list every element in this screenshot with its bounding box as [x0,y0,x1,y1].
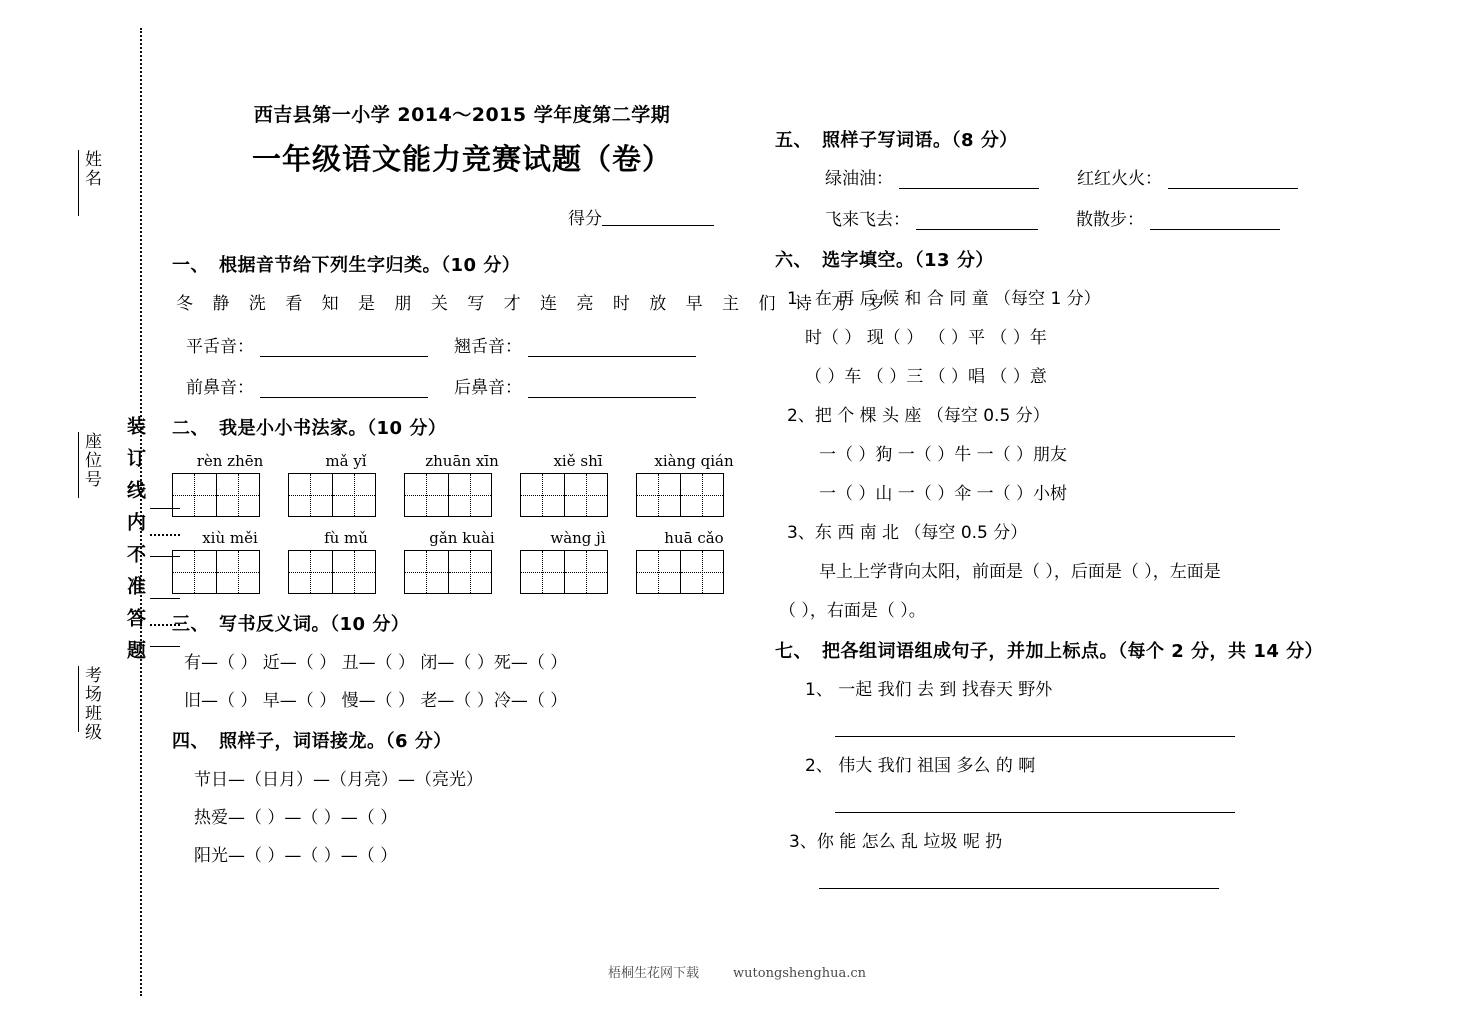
fill-group-2-row[interactable]: 一（ ）山 一（ ）伞 一（ ）小树 [819,484,1068,504]
footer-watermark [0,962,1474,981]
field-exam-class-line [78,666,79,732]
section-4-title [172,727,752,753]
curled-tongue-label: 翘舌音： [454,337,522,357]
field-exam-class-label: 考场班级 [81,666,101,742]
field-student-name-line [78,150,79,216]
section-7-title [775,637,1355,663]
section-1-character-list: 冬 静 洗 看 知 是 朋 关 写 才 连 亮 时 放 早 主 们 诗 万 岁 [176,294,892,314]
tianzige-cell[interactable] [173,551,216,593]
tianzige-cell[interactable] [680,551,724,593]
tianzige-cell[interactable] [521,474,564,516]
back-nasal-blank[interactable] [528,382,696,398]
tianzige-wrap[interactable] [636,473,752,517]
sentence-answer-line[interactable] [835,782,1235,813]
field-seat-number[interactable] [78,432,104,498]
front-nasal-blank[interactable] [260,382,428,398]
fill-group-1-row[interactable]: 时（ ） 现（ ） （ ）平 （ ）年 [805,328,1047,348]
section-2-grid-block-2 [172,529,752,594]
score-label: 得分 [568,209,602,229]
feilaifeiqu-label: 飞来飞去： [825,210,910,230]
section-2-number: 二、 [172,418,209,439]
tianzige-cell[interactable] [289,474,332,516]
field-exam-class[interactable] [78,666,104,742]
tianzige-grid[interactable] [172,550,260,594]
section-2-title [172,414,752,440]
flat-tongue-item[interactable] [186,332,428,357]
section-5-blank-row-2 [825,205,1355,230]
section-5-number: 五、 [775,130,812,151]
section-3-heading-text: 写书反义词。（10 分） [219,614,410,635]
tianzige-cell[interactable] [680,474,724,516]
word-chain-row[interactable]: 热爱—（ ）—（ ）—（ ） [194,808,398,828]
section-1-blank-row-2 [186,373,752,398]
tianzige-grid[interactable] [520,550,608,594]
pinyin-label: xiù měi [202,529,258,547]
score-input-blank[interactable] [602,225,714,226]
pinyin-label: gǎn kuài [429,529,495,547]
tianzige-wrap[interactable] [404,550,520,594]
pinyin-label: xiàng qián [654,452,734,470]
writing-grid-row-1 [172,473,752,517]
total-score-row [172,204,752,229]
field-seat-number-label: 座位号 [81,432,101,489]
honghonghuohuo-label: 红红火火： [1077,169,1162,189]
field-student-name[interactable] [78,150,104,216]
flat-tongue-label: 平舌音： [186,337,254,357]
sentence-answer-line[interactable] [819,858,1219,889]
tianzige-grid[interactable] [172,473,260,517]
tianzige-cell[interactable] [564,551,608,593]
section-3-number: 三、 [172,614,209,635]
tianzige-cell[interactable] [216,474,260,516]
pinyin-label: wàng jì [550,529,606,547]
sansanbu-item[interactable] [1076,205,1280,230]
word-chain-row: 节日—（日月）—（月亮）—（亮光） [194,770,483,790]
tianzige-cell[interactable] [332,551,376,593]
flat-tongue-blank[interactable] [260,341,428,357]
tianzige-wrap[interactable] [288,473,404,517]
honghonghuohuo-item[interactable] [1077,164,1298,189]
tianzige-cell[interactable] [564,474,608,516]
tianzige-cell[interactable] [405,474,448,516]
section-7-number: 七、 [775,641,812,662]
pinyin-label: mǎ yǐ [325,452,367,470]
feilaifeiqu-item[interactable] [825,205,1038,230]
tianzige-wrap[interactable] [520,550,636,594]
curled-tongue-blank[interactable] [528,341,696,357]
sentence-item: 2、 伟大 我们 祖国 多么 的 啊 [805,756,1036,776]
tianzige-wrap[interactable] [172,550,288,594]
sentence-answer-line[interactable] [835,706,1235,737]
lvyouyou-label: 绿油油： [825,169,893,189]
honghonghuohuo-blank[interactable] [1168,173,1298,189]
school-term-line: 西吉县第一小学 2014～2015 学年度第二学期 [253,104,671,126]
tianzige-wrap[interactable] [172,473,288,517]
section-7-heading-text: 把各组词语组成句子，并加上标点。（每个 2 分，共 14 分） [822,641,1324,662]
sansanbu-label: 散散步： [1076,210,1144,230]
page-title: 一年级语文能力竞赛试题（卷） [251,142,672,176]
tianzige-grid[interactable] [404,473,492,517]
fill-group-3-row[interactable]: 早上上学背向太阳，前面是（ ），后面是（ ），左面是 [819,562,1221,582]
tianzige-cell[interactable] [448,551,492,593]
binding-line-note: 装订线内不准答题 [124,416,146,672]
tianzige-wrap[interactable] [404,473,520,517]
pinyin-label: xiě shī [553,452,603,470]
fill-group-1-prompt: 1、在 再 后 候 和 合 同 童 （每空 1 分） [787,289,1101,309]
tianzige-cell[interactable] [637,474,680,516]
footer-site-name: 梧桐生花网下载 [608,966,700,981]
curled-tongue-item[interactable] [454,332,696,357]
pinyin-label: huā cǎo [664,529,724,547]
antonym-row[interactable]: 有—（ ） 近—（ ） 丑—（ ） 闭—（ ）死—（ ） [184,653,568,673]
pinyin-label: fù mǔ [324,529,368,547]
tianzige-grid[interactable] [288,473,376,517]
tianzige-wrap[interactable] [288,550,404,594]
sentence-item: 1、 一起 我们 去 到 找春天 野外 [805,680,1053,700]
section-6-heading-text: 选字填空。（13 分） [822,250,994,271]
section-2-heading-text: 我是小小书法家。（10 分） [219,418,447,439]
feilaifeiqu-blank[interactable] [916,214,1038,230]
pinyin-row-2 [172,529,752,547]
tianzige-grid[interactable] [404,550,492,594]
word-chain-row[interactable]: 阳光—（ ）—（ ）—（ ） [194,846,398,866]
tianzige-cell[interactable] [332,474,376,516]
section-2-grid-block-1 [172,452,752,517]
tianzige-grid[interactable] [288,550,376,594]
tianzige-cell[interactable] [289,551,332,593]
tianzige-grid[interactable] [636,550,724,594]
section-6-title [775,246,1355,272]
field-student-name-label: 姓名 [81,150,101,188]
pinyin-row-1 [172,452,752,470]
tianzige-wrap[interactable] [520,473,636,517]
tianzige-cell[interactable] [637,551,680,593]
fill-group-1-row[interactable]: （ ）车 （ ）三 （ ）唱 （ ）意 [805,367,1047,387]
writing-grid-row-2 [172,550,752,594]
section-1-title [172,251,752,277]
section-1-heading-text: 根据音节给下列生字归类。（10 分） [219,255,521,276]
tianzige-cell[interactable] [405,551,448,593]
margin-info-strip [0,0,150,1020]
right-column [775,110,1355,903]
back-nasal-item[interactable] [454,373,696,398]
back-nasal-label: 后鼻音： [454,378,522,398]
antonym-row[interactable]: 旧—（ ） 早—（ ） 慢—（ ） 老—（ ）冷—（ ） [184,691,568,711]
section-5-title [775,126,1355,152]
section-5-blank-row-1 [825,164,1355,189]
front-nasal-item[interactable] [186,373,428,398]
tianzige-grid[interactable] [520,473,608,517]
section-1-blank-row-1 [186,332,752,357]
section-3-title [172,610,752,636]
sentence-item: 3、你 能 怎么 乱 垃圾 呢 扔 [789,832,1003,852]
fill-group-3-row[interactable]: （ ），右面是（ ）。 [779,601,926,621]
lvyouyou-blank[interactable] [899,173,1039,189]
sansanbu-blank[interactable] [1150,214,1280,230]
section-1-number: 一、 [172,255,209,276]
lvyouyou-item[interactable] [825,164,1039,189]
section-6-number: 六、 [775,250,812,271]
section-4-heading-label: 照样子，词语接龙。（6 分） [219,731,452,752]
tianzige-cell[interactable] [521,551,564,593]
footer-site-url: wutongshenghua.cn [733,966,866,981]
fill-group-3-prompt: 3、东 西 南 北 （每空 0.5 分） [787,523,1028,543]
section-4-number: 四、 [172,731,209,752]
fill-group-2-row[interactable]: 一（ ）狗 一（ ）牛 一（ ）朋友 [819,445,1068,465]
field-seat-number-line [78,432,79,498]
tianzige-cell[interactable] [173,474,216,516]
tianzige-wrap[interactable] [636,550,752,594]
pinyin-label: zhuān xīn [425,452,499,470]
pinyin-label: rèn zhēn [196,452,264,470]
section-5-heading-text: 照样子写词语。（8 分） [822,130,1018,151]
front-nasal-label: 前鼻音： [186,378,254,398]
tianzige-cell[interactable] [448,474,492,516]
tianzige-grid[interactable] [636,473,724,517]
fill-group-2-prompt: 2、把 个 棵 头 座 （每空 0.5 分） [787,406,1050,426]
tianzige-cell[interactable] [216,551,260,593]
